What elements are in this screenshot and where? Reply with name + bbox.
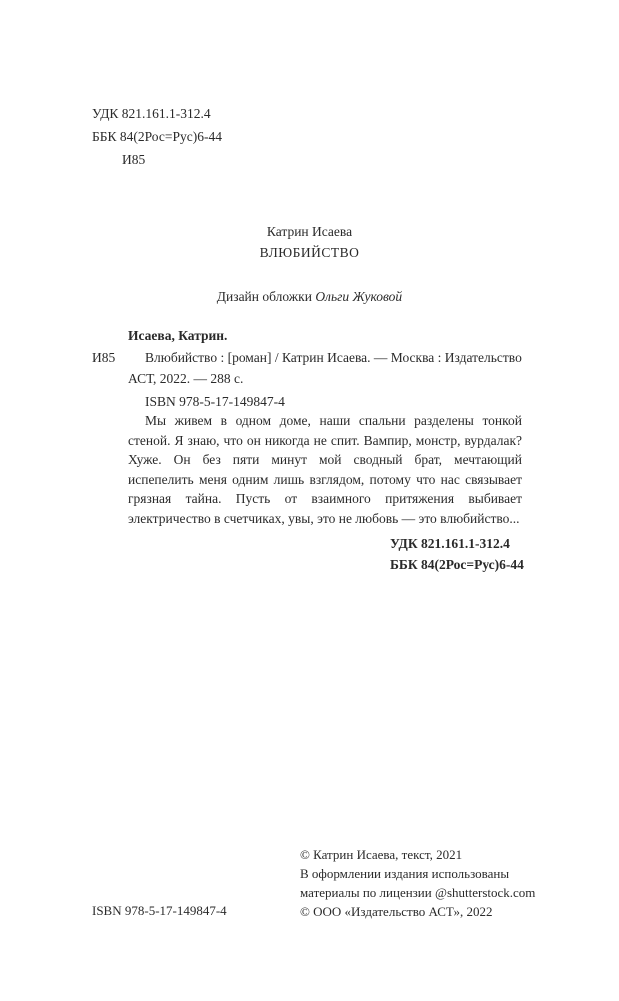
catalog-line-2: АСТ, 2022. — 288 с. (128, 371, 244, 386)
copyright-line: материалы по лицензии @shutterstock.com (300, 885, 536, 900)
cover-designer: Ольги Жуковой (315, 289, 403, 304)
author-name: Катрин Исаева (266, 224, 353, 239)
copyright-block (300, 845, 535, 921)
catalog-isbn: ISBN 978-5-17-149847-4 (145, 394, 285, 409)
book-summary: Мы живем в одном доме, наши спальни разделены тонкой стеной. Я знаю, что он никогда не спит. Вампир, монстр, вурдалак? Хуже. Он без пяти минут мой сводный брат, мечтающий испепелить меня одним лишь взглядом, потому что нас связывает грязная тайна. Пусть от взаимного притяжения выбивает электричество в счетчиках, увы, это не любовь — это влюбийство... (128, 413, 522, 526)
catalog-mark: И85 (92, 350, 116, 365)
copyright-line: © Катрин Исаева, текст, 2021 (300, 847, 463, 862)
author-mark: И85 (122, 152, 146, 167)
udk-code: УДК 821.161.1-312.4 (92, 106, 211, 121)
cover-design (0, 287, 619, 307)
copyright-line: В оформлении издания использованы (300, 866, 510, 881)
cover-design-label: Дизайн обложки (216, 289, 312, 304)
catalog-heading: Исаева, Катрин. (128, 328, 228, 343)
catalog-udk: УДК 821.161.1-312.4 (390, 536, 510, 551)
copyright-line: © ООО «Издательство АСТ», 2022 (300, 904, 493, 919)
catalog-bbk: ББК 84(2Рос=Рус)6-44 (390, 557, 524, 572)
bbk-code: ББК 84(2Рос=Рус)6-44 (92, 129, 222, 144)
footer-isbn: ISBN 978-5-17-149847-4 (92, 903, 227, 918)
catalog-line-1: Влюбийство : [роман] / Катрин Исаева. — Москва : Издательство (145, 350, 522, 365)
book-title: ВЛЮБИЙСТВО (259, 245, 360, 260)
